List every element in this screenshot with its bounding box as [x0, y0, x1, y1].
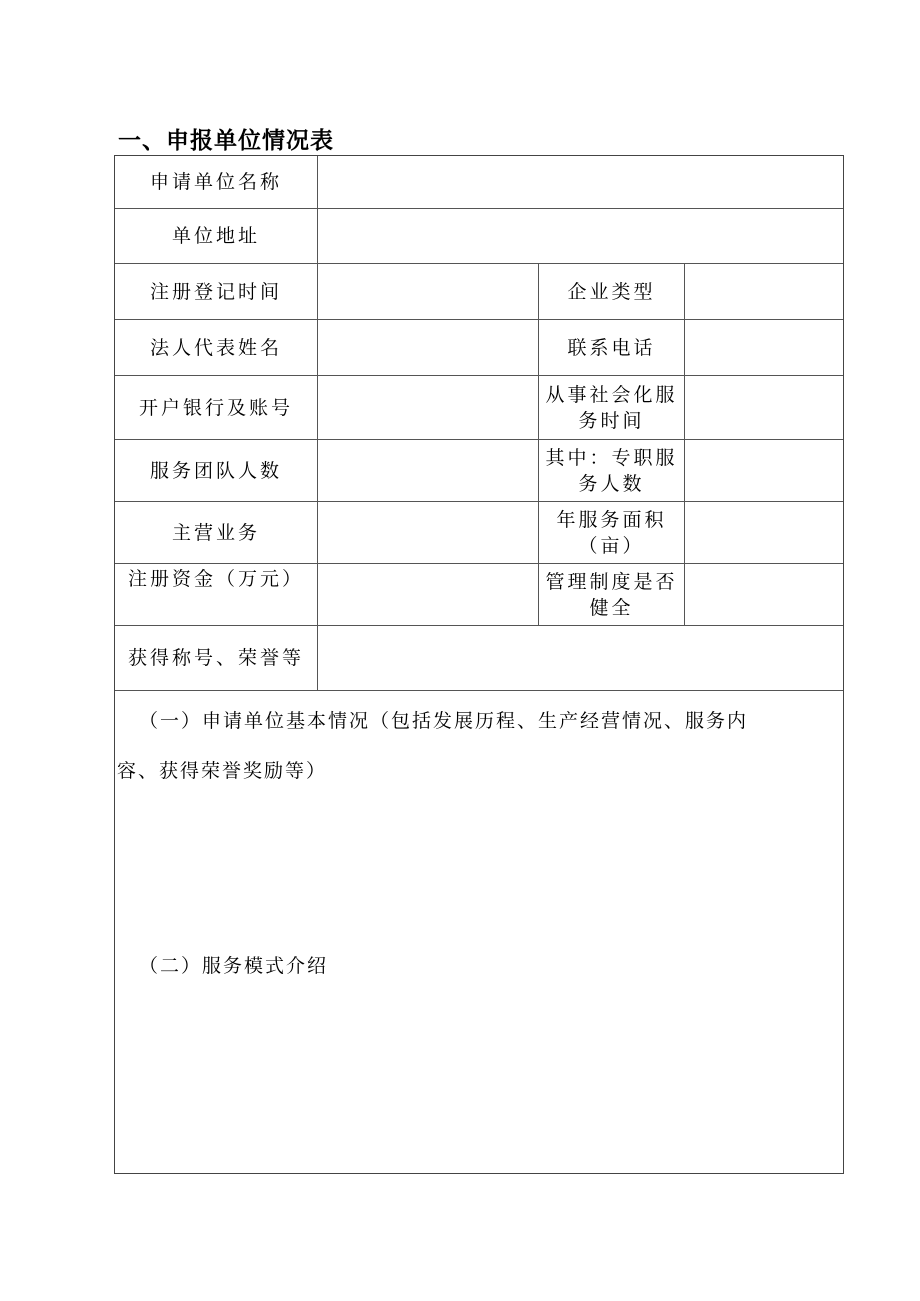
page-title: 一、申报单位情况表 [118, 128, 334, 154]
label-annual-area: 年服务面积（亩） [556, 508, 667, 557]
section-basic-info-line1: （一）申请单位基本情况（包括发展历程、生产经营情况、服务内 [139, 710, 749, 732]
field-applicant-name[interactable] [318, 156, 843, 208]
field-legal-rep[interactable] [318, 320, 538, 375]
field-bank[interactable] [318, 376, 538, 439]
label-bank: 开户银行及账号 [138, 396, 293, 419]
field-phone[interactable] [685, 320, 843, 375]
label-honors: 获得称号、荣誉等 [127, 647, 304, 669]
field-address[interactable] [318, 209, 843, 263]
label-address: 单位地址 [171, 225, 260, 247]
field-fulltime-staff[interactable] [685, 440, 843, 501]
row-divider [115, 690, 843, 691]
label-company-type: 企业类型 [567, 280, 656, 303]
label-fulltime-staff: 其中：专职服务人数 [545, 446, 678, 495]
label-reg-capital: 注册资金（万元） [127, 568, 304, 590]
label-main-business: 主营业务 [171, 521, 260, 544]
field-service-time[interactable] [685, 376, 843, 439]
field-main-business[interactable] [318, 502, 538, 563]
field-honors[interactable] [318, 626, 843, 690]
field-company-type[interactable] [685, 264, 843, 319]
label-applicant-name: 申请单位名称 [149, 171, 282, 193]
field-annual-area[interactable] [685, 502, 843, 563]
label-team-size: 服务团队人数 [149, 459, 282, 482]
label-mgmt-system: 管理制度是否健全 [545, 570, 678, 619]
section-service-mode: （二）服务模式介绍 [139, 955, 329, 977]
field-team-size[interactable] [318, 440, 538, 501]
field-reg-time[interactable] [318, 264, 538, 319]
section-basic-info-line2: 容、获得荣誉奖励等） [117, 760, 328, 782]
label-phone: 联系电话 [567, 336, 656, 359]
field-mgmt-system[interactable] [685, 564, 843, 625]
label-legal-rep: 法人代表姓名 [149, 336, 282, 359]
label-service-time: 从事社会化服务时间 [545, 383, 678, 432]
field-reg-capital[interactable] [318, 564, 538, 625]
label-reg-time: 注册登记时间 [149, 280, 282, 303]
application-form-table [114, 155, 844, 1174]
